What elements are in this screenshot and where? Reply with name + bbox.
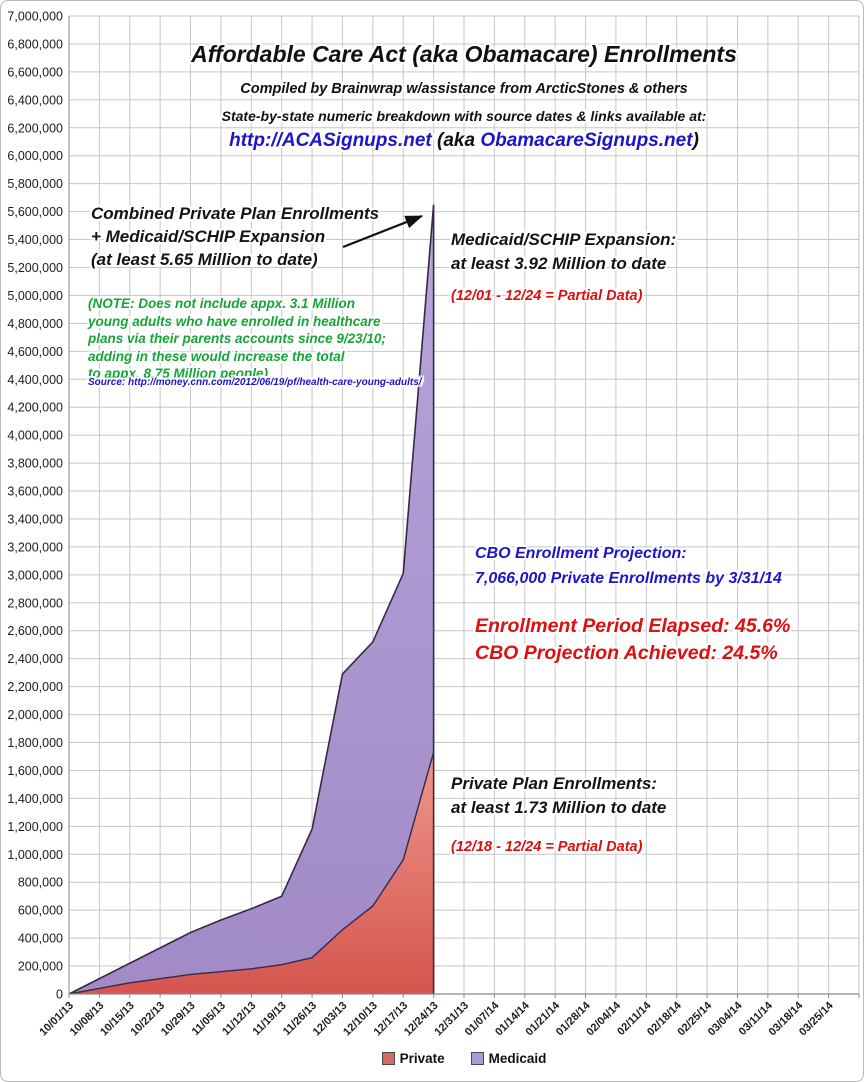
medicaid-line-2: at least 3.92 Million to date — [451, 254, 667, 273]
chart-legend — [69, 1051, 859, 1066]
legend-label-private: Private — [399, 1051, 445, 1066]
note-line-2: young adults who have enrolled in healthcare — [88, 313, 381, 329]
private-partial-data-note: (12/18 - 12/24 = Partial Data) — [451, 839, 643, 855]
svg-text:03/18/14: 03/18/14 — [766, 999, 806, 1039]
svg-text:10/29/13: 10/29/13 — [158, 999, 198, 1039]
svg-text:01/21/14: 01/21/14 — [523, 999, 563, 1039]
svg-text:2,400,000: 2,400,000 — [7, 652, 63, 667]
svg-text:6,800,000: 6,800,000 — [7, 37, 63, 52]
svg-text:4,000,000: 4,000,000 — [7, 428, 63, 443]
svg-text:3,600,000: 3,600,000 — [7, 484, 63, 499]
private-plan-annotation — [451, 772, 666, 820]
medicaid-line-1: Medicaid/SCHIP Expansion: — [451, 230, 677, 249]
svg-text:10/01/13: 10/01/13 — [37, 999, 77, 1039]
cnn-source-link[interactable]: Source: http://money.cnn.com/2012/06/19/pf/health-care-young-adults/ — [88, 377, 422, 388]
progress-annotation — [475, 613, 790, 667]
svg-text:3,800,000: 3,800,000 — [7, 456, 63, 471]
svg-text:4,800,000: 4,800,000 — [7, 316, 63, 331]
svg-text:2,800,000: 2,800,000 — [7, 596, 63, 611]
svg-text:0: 0 — [56, 987, 63, 1002]
svg-text:1,800,000: 1,800,000 — [7, 736, 63, 751]
legend-item-medicaid — [471, 1051, 547, 1066]
svg-text:10/22/13: 10/22/13 — [128, 999, 168, 1039]
page-title: Affordable Care Act (aka Obamacare) Enrollments — [191, 41, 737, 67]
svg-text:2,600,000: 2,600,000 — [7, 624, 63, 639]
svg-text:03/11/14: 03/11/14 — [736, 999, 775, 1038]
cbo-line-2: 7,066,000 Private Enrollments by 3/31/14 — [475, 570, 782, 587]
medicaid-partial-data-note: (12/01 - 12/24 = Partial Data) — [451, 288, 643, 304]
link-aka-text: (aka — [431, 130, 481, 151]
combined-line-2: + Medicaid/SCHIP Expansion — [91, 227, 326, 246]
source-link-line — [69, 130, 859, 152]
svg-text:6,400,000: 6,400,000 — [7, 93, 63, 108]
svg-text:12/03/13: 12/03/13 — [310, 999, 350, 1039]
svg-text:11/12/13: 11/12/13 — [220, 999, 259, 1038]
link-close-paren: ) — [692, 130, 699, 151]
svg-text:6,000,000: 6,000,000 — [7, 149, 63, 164]
private-line-1: Private Plan Enrollments: — [451, 774, 657, 793]
combined-line-1: Combined Private Plan Enrollments — [91, 204, 380, 223]
note-line-1: (NOTE: Does not include appx. 3.1 Million — [88, 296, 356, 311]
cbo-projection-annotation — [475, 541, 782, 591]
svg-text:02/11/14: 02/11/14 — [615, 999, 654, 1038]
obamacaresignups-link[interactable]: ObamacareSignups.net — [480, 130, 693, 151]
svg-text:02/18/14: 02/18/14 — [645, 999, 684, 1039]
combined-line-3: (at least 5.65 Million to date) — [91, 250, 318, 269]
svg-text:5,600,000: 5,600,000 — [7, 205, 63, 220]
svg-text:12/10/13: 12/10/13 — [341, 999, 380, 1039]
acasignups-link[interactable]: http://ACASignups.net — [229, 130, 432, 151]
svg-text:12/24/13: 12/24/13 — [401, 999, 441, 1039]
projection-achieved-line: CBO Projection Achieved: 24.5% — [475, 642, 778, 664]
svg-text:5,800,000: 5,800,000 — [7, 177, 63, 192]
note-line-5: to appx. 8.75 Million people) — [88, 366, 269, 381]
svg-text:01/14/14: 01/14/14 — [493, 999, 532, 1039]
legend-label-medicaid: Medicaid — [488, 1051, 547, 1066]
svg-text:1,400,000: 1,400,000 — [7, 791, 63, 806]
svg-text:6,200,000: 6,200,000 — [7, 121, 63, 136]
legend-item-private — [382, 1051, 445, 1066]
svg-text:4,400,000: 4,400,000 — [7, 372, 63, 387]
svg-text:10/15/13: 10/15/13 — [98, 999, 137, 1039]
note-line-4: adding in these would increase the total — [88, 348, 345, 364]
svg-text:5,200,000: 5,200,000 — [7, 260, 63, 275]
medicaid-swatch-icon — [471, 1052, 484, 1065]
combined-enrollments-annotation — [91, 202, 379, 271]
svg-text:12/17/13: 12/17/13 — [371, 999, 411, 1039]
svg-text:3,200,000: 3,200,000 — [7, 540, 63, 555]
young-adults-note — [88, 295, 386, 383]
svg-text:03/25/14: 03/25/14 — [796, 999, 836, 1039]
cbo-line-1: CBO Enrollment Projection: — [475, 545, 687, 562]
svg-text:1,200,000: 1,200,000 — [7, 819, 63, 834]
svg-text:600,000: 600,000 — [17, 903, 63, 918]
svg-text:4,200,000: 4,200,000 — [7, 400, 63, 415]
svg-text:02/04/14: 02/04/14 — [584, 999, 624, 1039]
svg-text:400,000: 400,000 — [17, 931, 63, 946]
svg-text:1,600,000: 1,600,000 — [7, 763, 63, 778]
svg-text:200,000: 200,000 — [17, 959, 63, 974]
svg-text:3,000,000: 3,000,000 — [7, 568, 63, 583]
svg-text:03/04/14: 03/04/14 — [705, 999, 745, 1039]
chart-credit: Compiled by Brainwrap w/assistance from ArcticStones & others — [240, 81, 688, 97]
svg-text:3,400,000: 3,400,000 — [7, 512, 63, 527]
chart-subtitle: State-by-state numeric breakdown with source dates & links available at: — [221, 108, 707, 124]
svg-text:02/25/14: 02/25/14 — [675, 999, 715, 1039]
svg-text:11/19/13: 11/19/13 — [250, 999, 289, 1038]
svg-text:5,000,000: 5,000,000 — [7, 288, 63, 303]
svg-text:6,600,000: 6,600,000 — [7, 65, 63, 80]
svg-text:01/28/14: 01/28/14 — [553, 999, 593, 1039]
svg-text:10/08/13: 10/08/13 — [67, 999, 107, 1039]
svg-text:2,200,000: 2,200,000 — [7, 680, 63, 695]
medicaid-annotation — [451, 228, 676, 276]
private-line-2: at least 1.73 Million to date — [451, 798, 667, 817]
svg-text:800,000: 800,000 — [17, 875, 63, 890]
svg-text:12/31/13: 12/31/13 — [432, 999, 472, 1039]
svg-text:7,000,000: 7,000,000 — [7, 9, 63, 24]
svg-text:2,000,000: 2,000,000 — [7, 708, 63, 723]
private-swatch-icon — [382, 1052, 395, 1065]
svg-text:5,400,000: 5,400,000 — [7, 233, 63, 248]
svg-text:4,600,000: 4,600,000 — [7, 344, 63, 359]
period-elapsed-line: Enrollment Period Elapsed: 45.6% — [475, 615, 791, 637]
svg-text:11/05/13: 11/05/13 — [189, 999, 229, 1038]
svg-text:11/26/13: 11/26/13 — [280, 999, 320, 1038]
svg-text:01/07/14: 01/07/14 — [462, 999, 502, 1039]
note-line-3: plans via their parents accounts since 9/23/10; — [88, 331, 386, 346]
svg-text:1,000,000: 1,000,000 — [7, 847, 63, 862]
